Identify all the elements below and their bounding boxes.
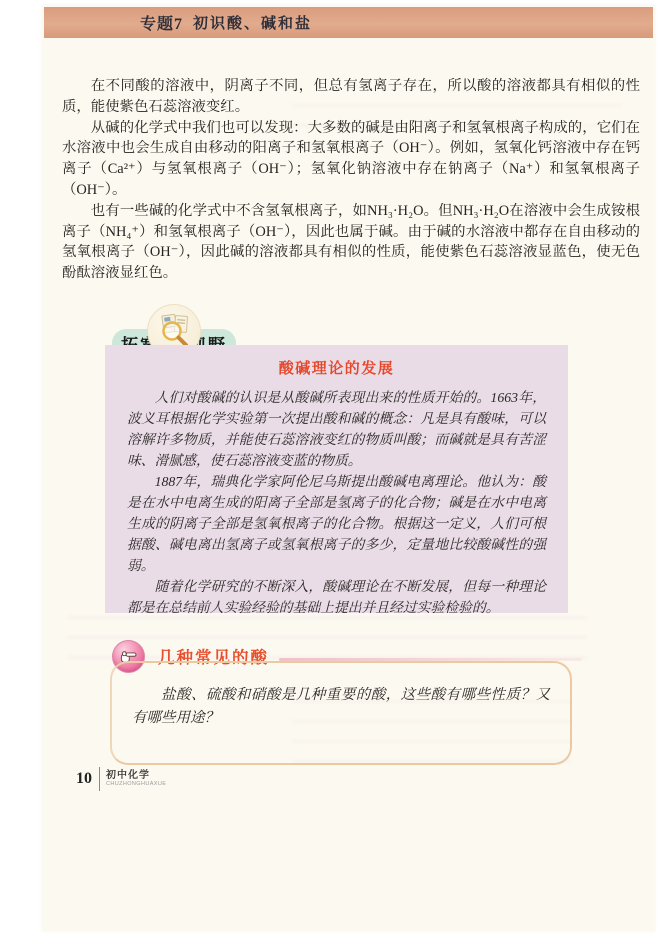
reading-paragraph: 随着化学研究的不断深入，酸碱理论在不断发展，但每一种理论都是在总结前人实验经验的基础上提出并且经过实验检验的。 [127,579,546,615]
section-title: 几种常见的酸 [158,649,269,667]
reading-box-title: 酸碱理论的发展 [278,360,395,377]
chapter-title: 初识酸、碱和盐 [193,16,313,32]
page-footer [76,767,166,791]
chapter-number: 专题7 [140,16,184,33]
textbook-page [42,5,655,931]
intro-text-block [62,76,640,284]
intro-paragraph: 从碱的化学式中我们也可以发现：大多数的碱是由阳离子和氢氧根离子构成的，它们在水溶液中也会生成自由移动的阳离子和氢氧根离子（OH⁻）。例如，氢氧化钙溶液中存在钙离子（Ca²⁺）与氢氧根离子（OH⁻）；氢氧化钠溶液中存在钠离子（Na⁺）和氢氧根离子（OH⁻）。 [62,119,640,198]
reading-paragraph: 人们对酸碱的认识是从酸碱所表现出来的性质开始的。1663年，波义耳根据化学实验第一次提出酸和碱的概念：凡是具有酸味，可以溶解许多物质，并能使石蕊溶液变红的物质叫酸；而碱就是具有苦涩味、滑腻感，使石蕊溶液变蓝的物质。 [127,390,546,468]
chapter-header-band [44,7,653,38]
question-box [110,661,572,765]
book-title: 初中化学 [106,770,150,782]
reading-paragraph: 1887年，瑞典化学家阿伦尼乌斯提出酸碱电离理论。他认为：酸是在水中电离生成的阳离子全部是氢离子的化合物；碱是在水中电离生成的阴离子全部是氢氧根离子的化合物。根据这一定义，人们可根据酸、碱电离出氢离子或氢氧根离子的多少，定量地比较酸碱性的强弱。 [127,474,546,573]
book-title-block [106,770,166,787]
intro-paragraph: 在不同酸的溶液中，阴离子不同，但总有氢离子存在，所以酸的溶液都具有相似的性质，能使紫色石蕊溶液变红。 [62,78,640,115]
book-title-pinyin: CHUZHONGHUAXUE [106,781,167,788]
question-text: 盐酸、硫酸和硝酸是几种重要的酸，这些酸有哪些性质？又有哪些用途？ [132,687,550,726]
footer-divider [99,767,100,791]
expand-reading-box [105,345,568,613]
intro-paragraph: 也有一些碱的化学式中不含氢氧根离子，如NH₃·H₂O。但NH₃·H₂O在溶液中会生成铵根离子（NH₄⁺）和氢氧根离子（OH⁻），因此也属于碱。由于碱的水溶液中都存在自由移动的氢氧根离子（OH⁻），因此碱的溶液都具有相似的性质，能使紫色石蕊溶液显蓝色，使无色酚酞溶液显红色。 [62,202,640,282]
page-number: 10 [76,770,92,787]
